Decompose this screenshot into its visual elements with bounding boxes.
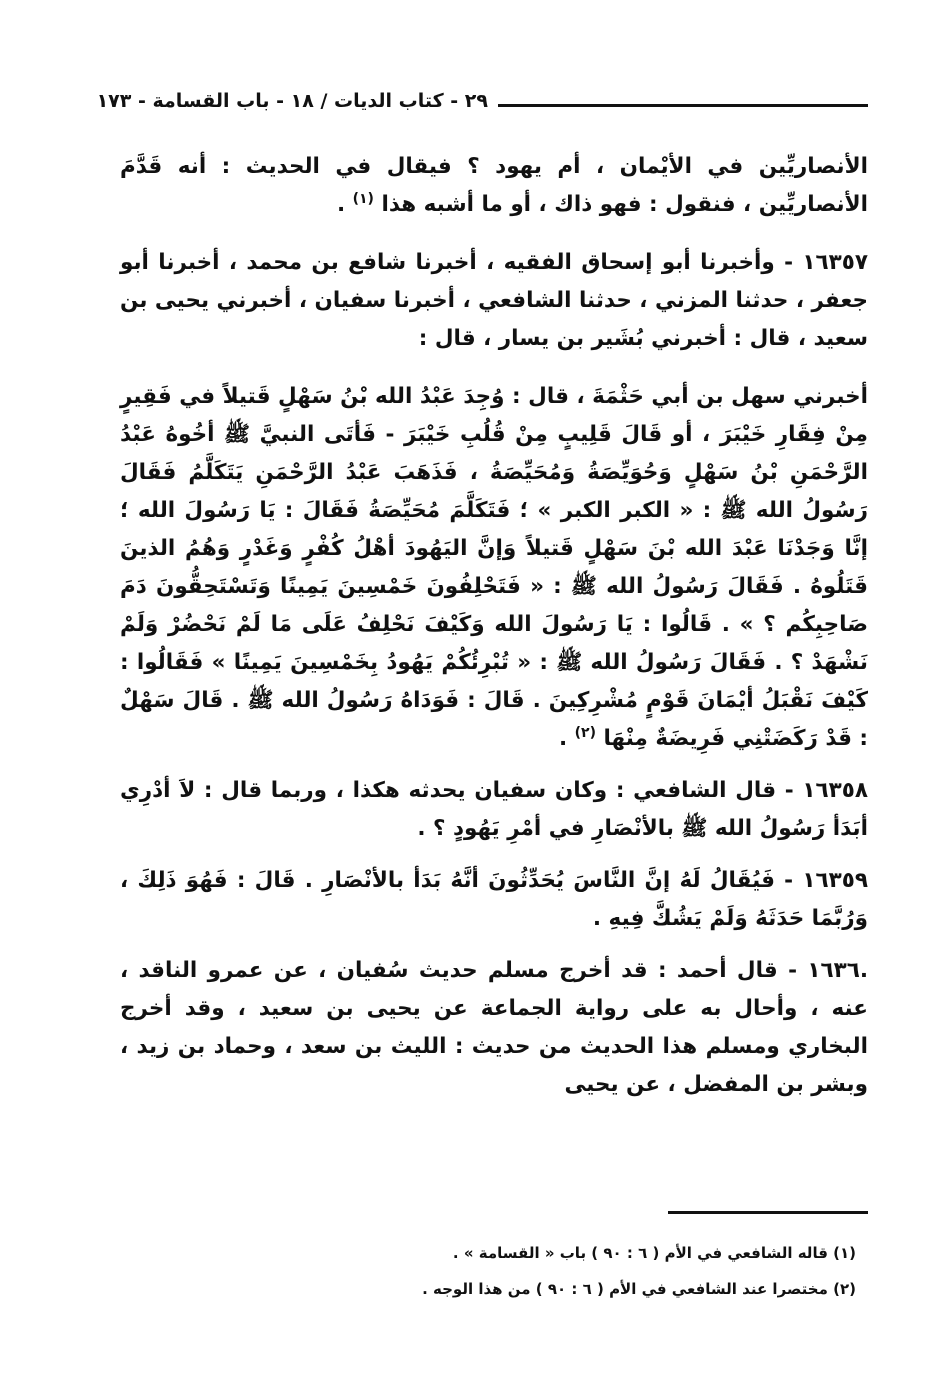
paragraph-16360 xyxy=(120,952,868,1104)
footnote-rule xyxy=(668,1211,868,1214)
paragraph-hadith-tail: . xyxy=(558,726,575,751)
paragraph-1-text: الأنصاريِّين في الأيْمان ، أم يهود ؟ فيقال في الحديث : أنه قَدَّمَ الأنصاريِّين ، فنقول : فهو ذاك ، أو ما أشبه هذا xyxy=(120,154,868,217)
footnotes xyxy=(120,1235,856,1307)
header-rule xyxy=(498,104,868,107)
paragraph-1 xyxy=(120,148,868,224)
paragraph-16359 xyxy=(120,862,868,938)
paragraph-16357 xyxy=(120,244,868,358)
paragraph-hadith-text: أخبرني سهل بن أبي حَثْمَةَ ، قال : وُجِدَ عَبْدُ الله بْنُ سَهْلٍ قَتيلاً في فَقِيرٍ مِنْ فِقَارِ خَيْبَرَ ، أو قَالَ قَلِيبٍ مِنْ قُلُبِ خَيْبَرَ - فَأتَى النبيَّ ﷺ أخُوهُ عَبْدُ الرَّحْمَنِ بْنُ سَهْلٍ وَحُوَيِّصَةُ وَمُحَيِّصَةُ ، فَذَهَبَ عَبْدُ الرَّحْمَنِ يَتَكَلَّمُ فَقَالَ رَسُولُ الله ﷺ : « الكبر الكبر » ؛ فَتَكَلَّمَ مُحَيِّصَةُ فَقَالَ : يَا رَسُولَ الله ؛ إنَّا وَجَدْنَا عَبْدَ الله بْنَ سَهْلٍ قَتيلاً وَإنَّ اليَهُودَ أهْلُ كُفْرٍ وَغَدْرٍ وَهُمُ الذينَ قَتَلُوهُ . فَقَالَ رَسُولُ الله ﷺ : « فَتَحْلِفُونَ خَمْسِينَ يَمِينًا وَتَسْتَحِقُّونَ دَمَ صَاحِبِكُم ؟ » . قَالُوا : يَا رَسُولَ الله وَكَيْفَ نَحْلِفُ عَلَى مَا لَمْ نَحْضُرْ وَلَمْ نَشْهَدْ ؟ . فَقَالَ رَسُولُ الله ﷺ : « تُبْرِئُكُمْ يَهُودُ بِخَمْسِينَ يَمِينًا » فَقَالُوا : كَيْفَ نَقْبَلُ أيْمَانَ قَوْمٍ مُشْرِكِينَ . قَالَ : فَوَدَاهُ رَسُولُ الله ﷺ . قَالَ سَهْلٌ : قَدْ رَكَضَتْنِي فَرِيضَةٌ مِنْهَا xyxy=(120,384,868,751)
footnote-mark-1: (١) xyxy=(352,190,374,207)
footnote-mark-2: (٢) xyxy=(574,724,596,741)
paragraph-1-tail: . xyxy=(336,192,353,217)
running-title: ٢٩ - كتاب الديات / ١٨ - باب القسامة - ١٧٣ xyxy=(96,90,488,112)
page-header xyxy=(96,90,868,120)
paragraph-16358 xyxy=(120,772,868,848)
paragraph-hadith xyxy=(120,378,868,758)
paragraph-16357-text: ١٦٣٥٧ - وأخبرنا أبو إسحاق الفقيه ، أخبرنا شافع بن محمد ، أخبرنا أبو جعفر ، حدثنا المزني ، حدثنا الشافعي ، أخبرنا سفيان ، أخبرني يحيى بن سعيد ، قال : أخبرني بُشَير بن يسار ، قال : xyxy=(120,250,868,351)
paragraph-16359-text: ١٦٣٥٩ - فَيُقَالُ لَهُ إنَّ النَّاسَ يُحَدِّثُونَ أنَّهُ بَدَأ بالأنْصَارِ . قَالَ : فَهُوَ ذَلِكَ ، وَرُبَّمَا حَدَثَهُ وَلَمْ يَشُكَّ فِيهِ . xyxy=(120,868,868,931)
main-text xyxy=(120,148,868,1118)
footnote-1: (١) قاله الشافعي في الأم ( ٦ : ٩٠ ) باب « القسامة » . xyxy=(452,1244,856,1262)
paragraph-16360-text: .١٦٣٦ - قال أحمد : قد أخرج مسلم حديث سُفيان ، عن عمرو الناقد ، عنه ، وأحال به على رواية الجماعة عن يحيى بن سعيد ، وقد أخرج البخاري ومسلم هذا الحديث من حديث : الليث بن سعد ، وحماد بن زيد ، وبشر بن المفضل ، عن يحيى xyxy=(120,958,868,1097)
footnote-2: (٢) مختصرا عند الشافعي في الأم ( ٦ : ٩٠ ) من هذا الوجه . xyxy=(422,1280,856,1298)
paragraph-16358-text: ١٦٣٥٨ - قال الشافعي : وكان سفيان يحدثه هكذا ، وربما قال : لاَ أدْرِي أبَدَأ رَسُولُ الله ﷺ بالأنْصَارِ في أمْرِ يَهُودٍ ؟ . xyxy=(120,778,868,841)
